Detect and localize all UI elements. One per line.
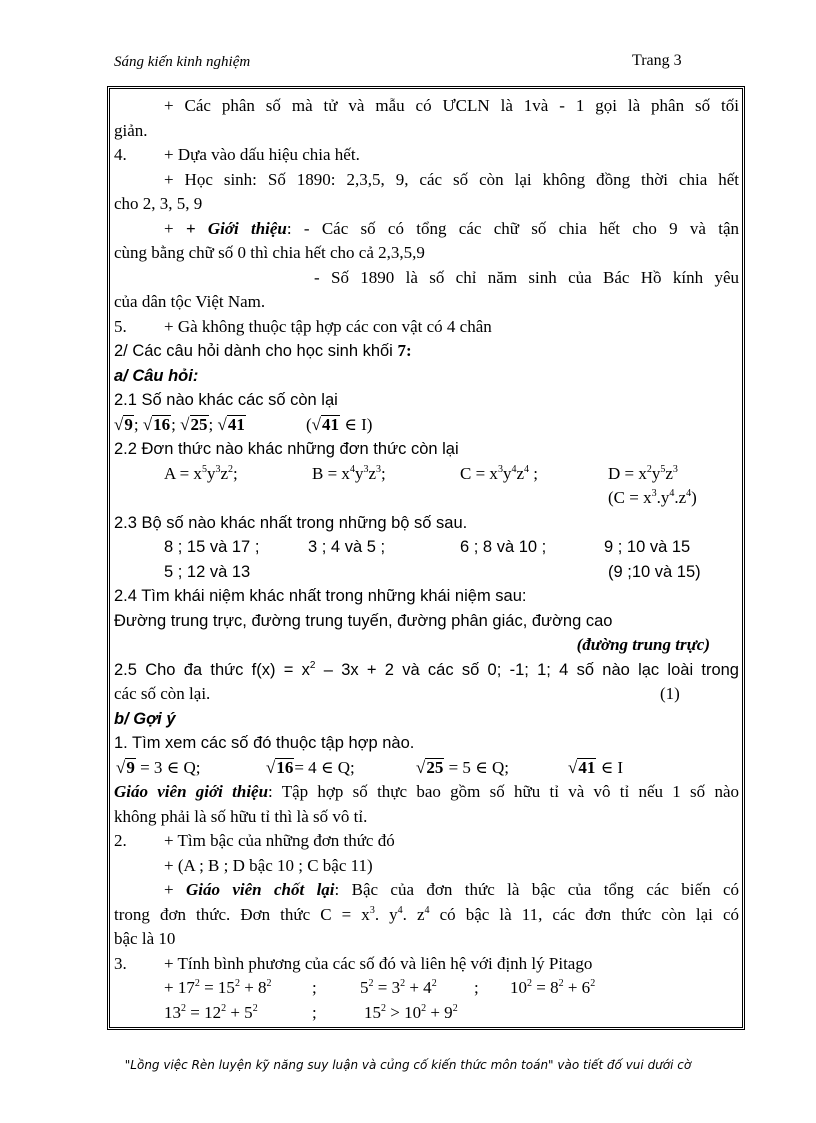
answer-note: $(C = x^3.y^4.z^4)$	[608, 488, 697, 507]
text-line: + Giáo viên chốt lại: Bậc của đơn thức là bậc của tổng các biến có	[164, 880, 739, 899]
number-sets-line	[114, 560, 739, 585]
text-line: 1. Tìm xem các số đó thuộc tập hợp nào.	[114, 734, 415, 752]
line-text: + Gà không thuộc tập hợp các con vật có 4 chân	[164, 316, 492, 336]
heading-bold: 7:	[397, 341, 412, 360]
header-title: Sáng kiến kinh nghiệm	[114, 54, 251, 70]
set-a: 8 ; 15 và 17 ;	[164, 538, 260, 556]
answer-note: (đường trung trực)	[576, 635, 710, 654]
text-line: + Các phân số mà tử và mẫu có ƯCLN là 1và - 1 gọi là phân số tối	[164, 96, 739, 115]
text-line: của dân tộc Việt Nam.	[114, 292, 266, 311]
math-line: √9; √16; √25; √41 (√41 ∈ I)	[114, 413, 739, 438]
label-gioi-thieu: + Giới thiệu	[185, 218, 287, 238]
set-e: 5 ; 12 và 13	[164, 562, 251, 581]
set-c: 6 ; 8 và 10 ;	[460, 538, 547, 556]
math-line	[114, 462, 739, 487]
label-chot-lai: Giáo viên chốt lại	[185, 880, 335, 899]
answer-note: (1)	[660, 684, 680, 703]
page-number	[632, 52, 682, 70]
sqrt-symbol: √	[142, 414, 153, 434]
text-line: + Học sinh: Số 1890: 2,3,5, 9, các số còn lại không đồng thời chia hết	[164, 169, 739, 189]
equation-5: $5^2 = 3^2 + 4^2$	[360, 978, 437, 997]
section-heading: 2/ Các câu hỏi dành cho học sinh khối 7:	[114, 341, 412, 360]
page-footer: "Lồng việc Rèn luyện kỹ năng suy luận và củng cố kiến thức môn toán" vào tiết đố vui dưới cờ	[124, 1058, 692, 1072]
question-title: 2.4 Tìm khái niệm khác nhất trong những khái niệm sau:	[114, 587, 527, 605]
answer-note: (√41 ∈ I)	[306, 414, 373, 434]
root-25: √25 = 5 ∈ Q;	[416, 757, 510, 777]
text-line: cùng bằng chữ số 0 thì chia hết cho cả 2,3,5,9	[114, 243, 425, 262]
radicand: 9	[124, 414, 133, 434]
question-title: 2.3 Bộ số nào khác nhất trong những bộ số sau.	[114, 513, 468, 532]
set-d: 9 ; 10 và 15	[604, 538, 691, 556]
sqrt-symbol: √	[114, 414, 124, 434]
radicand: 41	[227, 414, 245, 434]
monomial-d: $D = x^2y^5z^3$	[608, 463, 678, 483]
question-title: 2.5 Cho đa thức $f(x) = x^2 - 3x + 2$ và các số 0; -1; 1; 4 số nào lạc loài trong	[114, 659, 739, 679]
text-line: trong đơn thức. Đơn thức $C = x^3$. $y^4$. $z^4$ có bậc là 11, các đơn thức còn lại có	[114, 904, 739, 924]
monomial-c: $C = x^3y^4z^4$ ;	[460, 463, 538, 483]
equation-17: + $17^2 = 15^2 + 8^2$	[164, 978, 272, 997]
text-line: không phải là số hữu tỉ thì là số vô tỉ.	[114, 806, 368, 826]
text-line	[114, 143, 739, 168]
radicand: 25	[190, 414, 208, 434]
radicand: 16	[153, 414, 171, 434]
text-line: 2. + Tìm bậc của những đơn thức đó	[114, 829, 739, 854]
answer-line	[114, 486, 739, 511]
item-number: 3.	[114, 953, 127, 973]
root-16: √16= 4 ∈ Q;	[266, 757, 355, 777]
label-giao-vien: Giáo viên giới thiệu	[114, 782, 269, 801]
question-title: 2.2 Đơn thức nào khác những đơn thức còn lại	[114, 440, 459, 458]
text-line: 3. + Tính bình phương của các số đó và liên hệ với định lý Pitago	[114, 952, 739, 977]
item-number: 5.	[114, 316, 127, 336]
page-label: Trang	[632, 52, 670, 69]
math-line: $13^2 = 12^2 + 5^2$ ; $15^2 > 10^2 + 9^2$	[114, 1001, 739, 1026]
text-line	[114, 315, 739, 340]
text-line: + + Giới thiệu: - Các số có tổng các chữ số chia hết cho 9 và tận	[164, 218, 739, 238]
text-line: cho 2, 3, 5, 9	[114, 194, 203, 213]
number-sets-line	[114, 535, 739, 560]
page-content	[114, 94, 739, 1025]
text-line: + (A ; B ; D bậc 10 ; C bậc 11)	[164, 855, 373, 875]
line-text: + Dựa vào dấu hiệu chia hết.	[164, 145, 360, 164]
text-line: các số còn lại. (1)	[114, 682, 739, 707]
root-9: √9 = 3 ∈ Q;	[116, 757, 201, 777]
subsection-heading: a/ Câu hỏi:	[114, 366, 199, 385]
equation-13: $13^2 = 12^2 + 5^2$	[164, 1002, 258, 1022]
monomial-a: $A = x^5y^3z^2$;	[164, 463, 238, 483]
math-line: + $17^2 = 15^2 + 8^2$ ; $5^2 = 3^2 + 4^2$ ; $10^2 = 8^2 + 6^2$	[114, 976, 739, 1001]
line-text: : - Các số có tổng các chữ số chia hết cho 9 và tận	[286, 218, 739, 238]
set-b: 3 ; 4 và 5 ;	[308, 538, 386, 556]
item-number: 4.	[114, 145, 127, 164]
monomial-b: $B = x^4y^3z^3$;	[312, 463, 386, 483]
text-line: - Số 1890 là số chỉ năm sinh của Bác Hồ kính yêu	[314, 267, 739, 287]
question-title: 2.1 Số nào khác các số còn lại	[114, 391, 338, 409]
root-41: √41 ∈ I	[568, 757, 624, 777]
sqrt-symbol: √	[217, 414, 227, 434]
math-line	[114, 756, 739, 781]
item-number: 2.	[114, 831, 127, 850]
text-line: bậc là 10	[114, 929, 176, 948]
subsection-heading: b/ Gợi ý	[114, 709, 176, 728]
text-line: Giáo viên giới thiệu: Tập hợp số thực bao gồm số hữu tỉ và vô tỉ nếu 1 số nào	[114, 782, 739, 801]
inequality-15: $15^2 > 10^2 + 9^2$	[364, 1002, 458, 1022]
sqrt-symbol: √	[180, 414, 190, 434]
equation-10: $10^2 = 8^2 + 6^2$	[510, 978, 596, 997]
text-line: giản.	[114, 120, 148, 140]
text-line: Đường trung trực, đường trung tuyến, đường phân giác, đường cao	[114, 611, 613, 630]
answer-note: (9 ;10 và 15)	[608, 562, 701, 581]
page-number-value: 3	[673, 52, 682, 69]
